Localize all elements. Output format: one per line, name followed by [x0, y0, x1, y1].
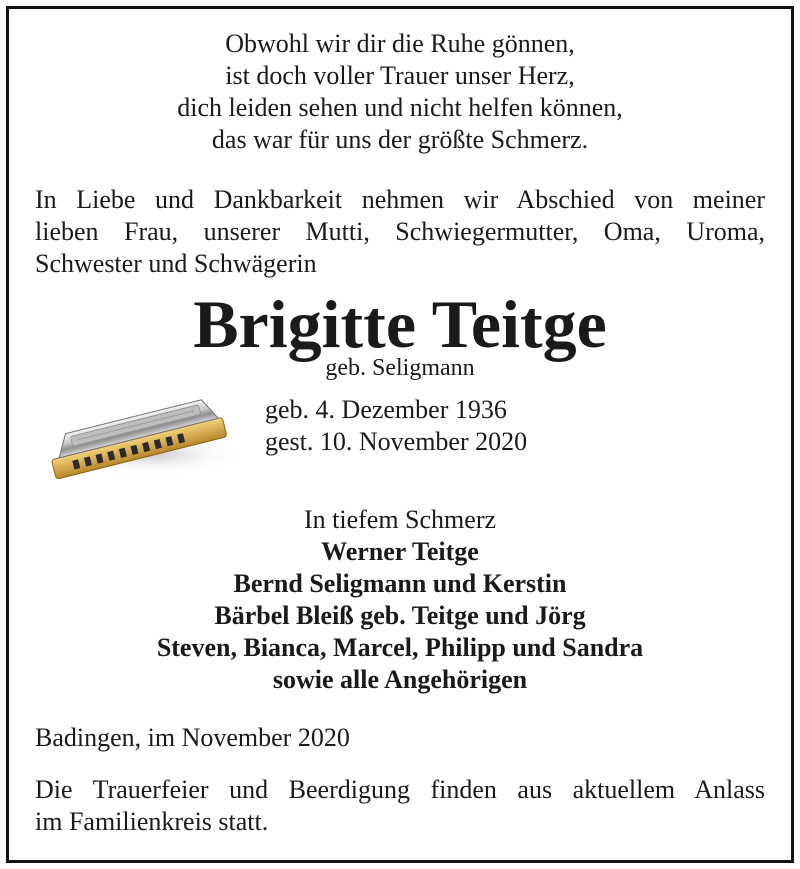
- poem-line: Obwohl wir dir die Ruhe gönnen,: [225, 29, 575, 58]
- funeral-notice-line: im Familienkreis statt.: [35, 807, 269, 836]
- funeral-notice: [35, 774, 765, 838]
- obituary-content: [35, 28, 765, 838]
- poem-line: das war für uns der größte Schmerz.: [211, 125, 589, 154]
- dates-row: [35, 390, 765, 482]
- deceased-name: Brigitte Teitge: [193, 286, 607, 362]
- mourner-name: Steven, Bianca, Marcel, Philipp und Sandra: [156, 633, 644, 662]
- mourner-name: Werner Teitge: [321, 537, 479, 566]
- life-dates: [265, 394, 527, 458]
- mourners-list: [35, 504, 765, 696]
- farewell-line: In Liebe und Dankbarkeit nehmen wir Abschied von meiner: [35, 185, 765, 214]
- funeral-notice-line: Die Trauerfeier und Beerdigung finden aus aktuellem Anlass: [35, 775, 765, 804]
- mourners-intro: In tiefem Schmerz: [303, 505, 497, 534]
- farewell-text: [35, 184, 765, 280]
- birth-date: geb. 4. Dezember 1936: [265, 395, 507, 424]
- harmonica-icon: [39, 394, 239, 480]
- farewell-line: Schwester und Schwägerin: [35, 249, 317, 278]
- place-and-date: Badingen, im November 2020: [35, 723, 350, 752]
- farewell-line: lieben Frau, unserer Mutti, Schwiegermutter, Oma, Uroma,: [35, 217, 765, 246]
- memorial-poem: [35, 28, 765, 156]
- mourner-name: Bärbel Bleiß geb. Teitge und Jörg: [214, 601, 586, 630]
- death-date: gest. 10. November 2020: [265, 427, 528, 456]
- mourner-name: Bernd Seligmann und Kerstin: [233, 569, 567, 598]
- poem-line: ist doch voller Trauer unser Herz,: [225, 61, 575, 90]
- mourner-name: sowie alle Angehörigen: [272, 665, 528, 694]
- maiden-name: geb. Seligmann: [325, 355, 475, 381]
- poem-line: dich leiden sehen und nicht helfen können,: [177, 93, 623, 122]
